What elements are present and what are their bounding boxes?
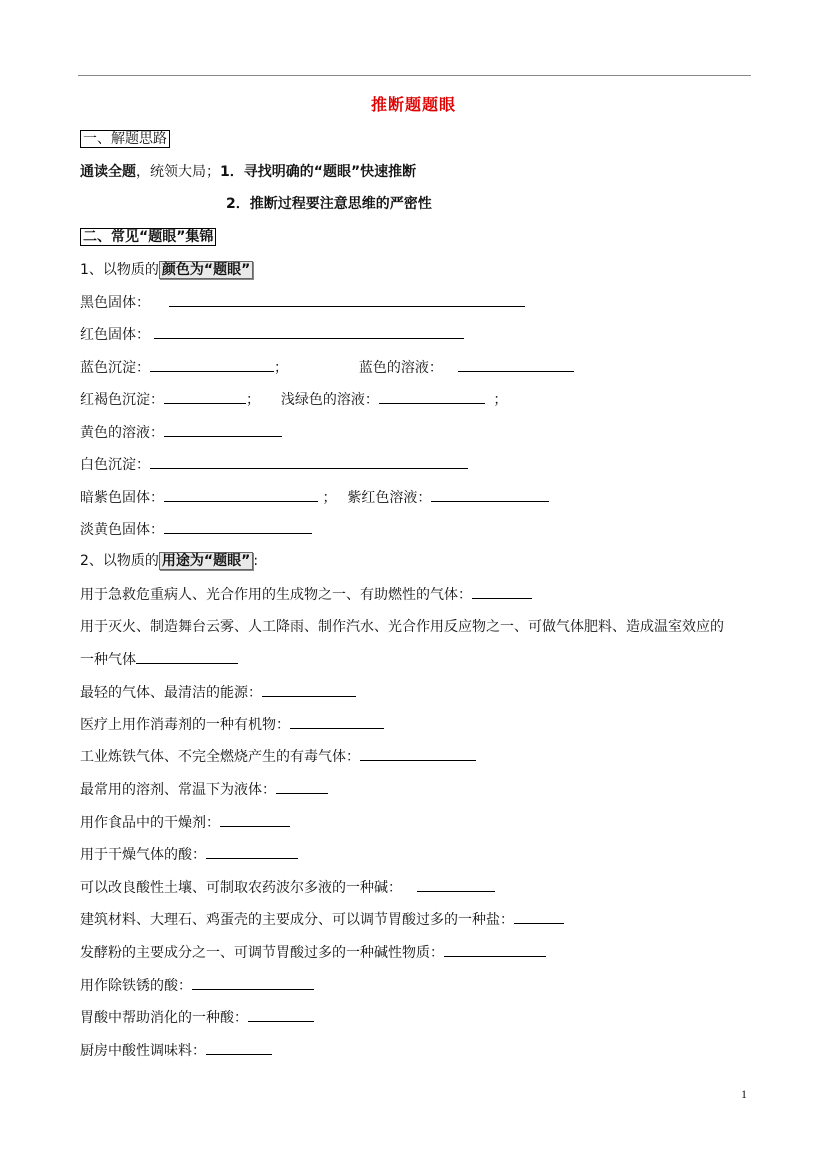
answer-blank[interactable] <box>164 487 318 502</box>
part2-heading <box>80 551 258 571</box>
answer-blank[interactable] <box>360 746 476 761</box>
red-solid-row <box>80 324 464 345</box>
q2-row-a <box>80 617 724 637</box>
separator: ； <box>274 360 288 376</box>
section2-heading-line <box>80 227 216 247</box>
answer-blank[interactable] <box>472 584 532 599</box>
answer-blank[interactable] <box>164 422 282 437</box>
strategy-step-2: 2．推断过程要注意思维的严密性 <box>226 196 432 212</box>
page-title: 推断题题眼 <box>370 95 456 114</box>
q9-row <box>80 877 495 898</box>
strategy-step-1: 1．寻找明确的“题眼”快速推断 <box>220 164 417 180</box>
part1-boxed-label: 颜色为“题眼” <box>159 261 253 279</box>
page-number: 1 <box>741 1087 747 1101</box>
red-solid-label: 红色固体： <box>80 327 150 343</box>
answer-blank[interactable] <box>262 682 356 697</box>
q3-label: 最轻的气体、最清洁的能源： <box>80 685 262 701</box>
q7-label: 用作食品中的干燥剂： <box>80 815 220 831</box>
part2-suffix: : <box>253 553 259 569</box>
separator: ； <box>493 392 508 408</box>
q8-label: 用于干燥气体的酸： <box>80 847 206 863</box>
strategy-lead: 通读全题 <box>80 164 136 180</box>
q6-label: 最常用的溶剂、常温下为液体： <box>80 782 276 798</box>
header-rule <box>78 75 751 76</box>
white-precip-label: 白色沉淀： <box>80 457 150 473</box>
answer-blank[interactable] <box>154 324 464 339</box>
q11-row <box>80 942 546 963</box>
q5-label: 工业炼铁气体、不完全燃烧产生的有毒气体： <box>80 749 360 765</box>
answer-blank[interactable] <box>379 389 485 404</box>
purplered-solution-label: 紫红色溶液： <box>347 490 432 506</box>
q14-row <box>80 1040 272 1061</box>
redbrown-row <box>80 389 507 410</box>
answer-blank[interactable] <box>150 357 274 372</box>
strategy-line-1 <box>80 162 416 182</box>
answer-blank[interactable] <box>192 975 314 990</box>
answer-blank[interactable] <box>514 909 564 924</box>
answer-blank[interactable] <box>458 357 574 372</box>
separator: ； <box>246 392 260 408</box>
q5-row <box>80 746 476 767</box>
part2-prefix: 2、以物质的 <box>80 553 159 569</box>
answer-blank[interactable] <box>276 779 328 794</box>
part2-boxed-label: 用途为“题眼” <box>159 552 253 570</box>
q10-label: 建筑材料、大理石、鸡蛋壳的主要成分、可以调节胃酸过多的一种盐： <box>80 912 514 928</box>
q1-row <box>80 584 532 605</box>
answer-blank[interactable] <box>220 812 290 827</box>
q13-label: 胃酸中帮助消化的一种酸： <box>80 1010 248 1026</box>
q13-row <box>80 1007 314 1028</box>
purple-row <box>80 487 549 508</box>
q10-row <box>80 909 564 930</box>
paleyellow-solid-label: 淡黄色固体： <box>80 522 164 538</box>
answer-blank[interactable] <box>290 714 384 729</box>
black-solid-row <box>80 292 525 313</box>
answer-blank[interactable] <box>444 942 546 957</box>
strategy-line-2 <box>226 194 432 214</box>
yellow-solution-row <box>80 422 282 443</box>
answer-blank[interactable] <box>206 844 298 859</box>
q7-row <box>80 812 290 833</box>
answer-blank[interactable] <box>164 519 312 534</box>
q2-label-a: 用于灭火、制造舞台云雾、人工降雨、制作汽水、光合作用反应物之一、可做气体肥料、造成温室效应的 <box>80 619 724 635</box>
answer-blank[interactable] <box>248 1007 314 1022</box>
part1-heading <box>80 260 253 280</box>
answer-blank[interactable] <box>150 454 468 469</box>
blue-row <box>80 357 574 378</box>
answer-blank[interactable] <box>169 292 525 307</box>
white-precip-row <box>80 454 468 475</box>
answer-blank[interactable] <box>431 487 549 502</box>
q2-label-b: 一种气体 <box>80 652 136 668</box>
strategy-lead-rest: ，统领大局； <box>136 164 220 180</box>
yellow-solution-label: 黄色的溶液： <box>80 425 164 441</box>
part1-prefix: 1、以物质的 <box>80 262 159 278</box>
q9-label: 可以改良酸性土壤、可制取农药波尔多液的一种碱： <box>80 880 402 896</box>
blue-solution-label: 蓝色的溶液： <box>358 360 443 376</box>
q14-label: 厨房中酸性调味料： <box>80 1043 206 1059</box>
q4-label: 医疗上用作消毒剂的一种有机物： <box>80 717 290 733</box>
lightgreen-solution-label: 浅绿色的溶液： <box>280 392 379 408</box>
separator: ； <box>322 490 337 506</box>
section1-heading: 一、解题思路 <box>80 130 170 148</box>
q3-row <box>80 682 356 703</box>
q6-row <box>80 779 328 800</box>
section1-heading-line <box>80 129 170 149</box>
paleyellow-solid-row <box>80 519 312 540</box>
q2-row-b <box>80 649 238 670</box>
answer-blank[interactable] <box>136 649 238 664</box>
q4-row <box>80 714 384 735</box>
answer-blank[interactable] <box>417 877 495 892</box>
redbrown-precip-label: 红褐色沉淀： <box>80 392 164 408</box>
answer-blank[interactable] <box>206 1040 272 1055</box>
section2-heading: 二、常见“题眼”集锦 <box>80 228 216 246</box>
q12-row <box>80 975 314 996</box>
darkpurple-solid-label: 暗紫色固体： <box>80 490 164 506</box>
q8-row <box>80 844 298 865</box>
black-solid-label: 黑色固体： <box>80 295 150 311</box>
q1-label: 用于急救危重病人、光合作用的生成物之一、有助燃性的气体： <box>80 587 472 603</box>
blue-precip-label: 蓝色沉淀： <box>80 360 150 376</box>
q11-label: 发酵粉的主要成分之一、可调节胃酸过多的一种碱性物质： <box>80 945 444 961</box>
q12-label: 用作除铁锈的酸： <box>80 978 192 994</box>
answer-blank[interactable] <box>164 389 246 404</box>
